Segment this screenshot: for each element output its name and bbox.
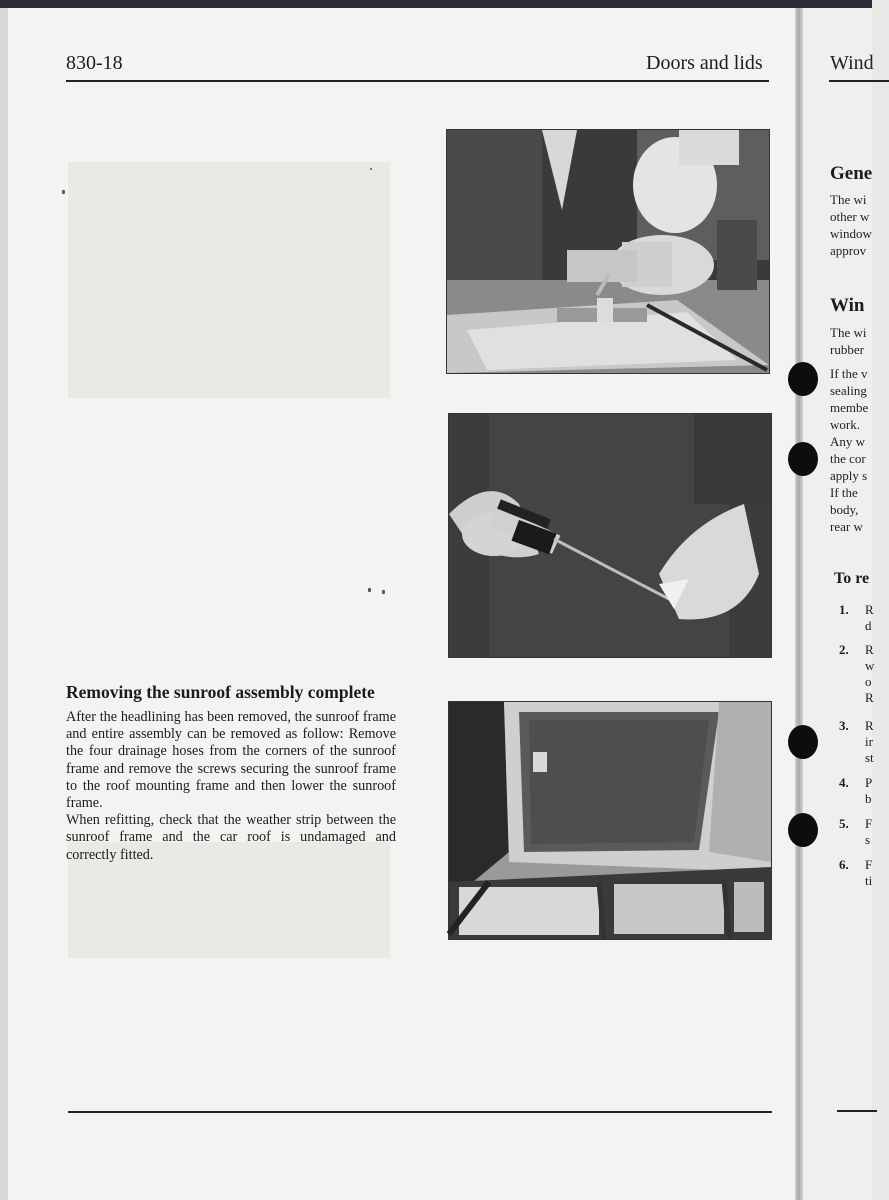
facing-header-rule xyxy=(829,80,889,82)
step-line: d xyxy=(865,618,872,633)
facing-line: rear w xyxy=(830,519,863,534)
step-number: 5. xyxy=(839,816,849,831)
bleed-through-ghost-1 xyxy=(68,162,390,398)
header-rule xyxy=(66,80,769,82)
section-body xyxy=(66,709,396,864)
facing-line: window xyxy=(830,226,872,241)
step-number: 1. xyxy=(839,602,849,617)
scan-speck xyxy=(368,588,371,592)
facing-line: the cor xyxy=(830,451,866,466)
step-line: R xyxy=(865,690,874,705)
facing-heading: To re xyxy=(834,570,870,587)
step-number: 2. xyxy=(839,642,849,657)
figure-screwdriver-photo xyxy=(448,413,772,658)
book-gutter xyxy=(795,8,803,1200)
facing-line: If the v xyxy=(830,366,868,381)
facing-line: If the xyxy=(830,485,858,500)
scan-speck xyxy=(370,168,372,170)
step-line: R xyxy=(865,718,874,733)
body-paragraph: When refitting, check that the weather strip between the sunroof frame and the car roof is undamaged and correctly fitted. xyxy=(66,812,396,863)
facing-heading: Gene xyxy=(830,163,873,184)
facing-line: rubber xyxy=(830,342,864,357)
binder-hole xyxy=(788,442,818,476)
figure-sunroof-frame-photo xyxy=(448,701,772,940)
step-line: F xyxy=(865,857,873,872)
figure-ratchet-photo xyxy=(446,129,770,374)
facing-header: Wind xyxy=(830,52,874,74)
left-page-edge xyxy=(0,8,8,1200)
step-number: 6. xyxy=(839,857,849,872)
facing-line: The wi xyxy=(830,325,867,340)
step-line: F xyxy=(865,816,873,831)
facing-heading: Win xyxy=(830,295,865,316)
step-line: s xyxy=(865,832,871,847)
step-number: 4. xyxy=(839,775,849,790)
step-line: o xyxy=(865,674,872,689)
facing-line: apply s xyxy=(830,468,868,483)
scan-speck xyxy=(382,590,385,594)
step-line: b xyxy=(865,791,872,806)
facing-footer-rule xyxy=(837,1110,877,1112)
step-line: P xyxy=(865,775,873,790)
section-title: Doors and lids xyxy=(646,52,763,74)
facing-line: sealing xyxy=(830,383,867,398)
step-line: ir xyxy=(865,734,873,749)
facing-line: Any w xyxy=(830,434,866,449)
facing-page xyxy=(803,8,875,1200)
step-line: st xyxy=(865,750,874,765)
page-number: 830-18 xyxy=(66,52,123,74)
step-line: R xyxy=(865,602,874,617)
step-number: 3. xyxy=(839,718,849,733)
binder-hole xyxy=(788,813,818,847)
step-line: ti xyxy=(865,873,873,888)
facing-line: The wi xyxy=(830,192,867,207)
footer-rule xyxy=(68,1111,772,1113)
step-line: w xyxy=(865,658,875,673)
body-paragraph: After the headlining has been removed, the sunroof frame and entire assembly can be removed as follow: Remove the four drainage hoses from the corners of the sunroof frame and remove the screws securing the sunroof frame to the roof mounting frame and then lower the sunroof frame. xyxy=(66,709,396,812)
scan-speck xyxy=(62,190,65,194)
facing-line: body, xyxy=(830,502,859,517)
binder-hole xyxy=(788,362,818,396)
scan-top-border xyxy=(0,0,872,8)
facing-line: membe xyxy=(830,400,869,415)
facing-line: approv xyxy=(830,243,867,258)
section-heading: Removing the sunroof assembly complete xyxy=(66,682,375,702)
facing-line: other w xyxy=(830,209,870,224)
binder-hole xyxy=(788,725,818,759)
step-line: R xyxy=(865,642,874,657)
facing-line: work. xyxy=(830,417,860,432)
